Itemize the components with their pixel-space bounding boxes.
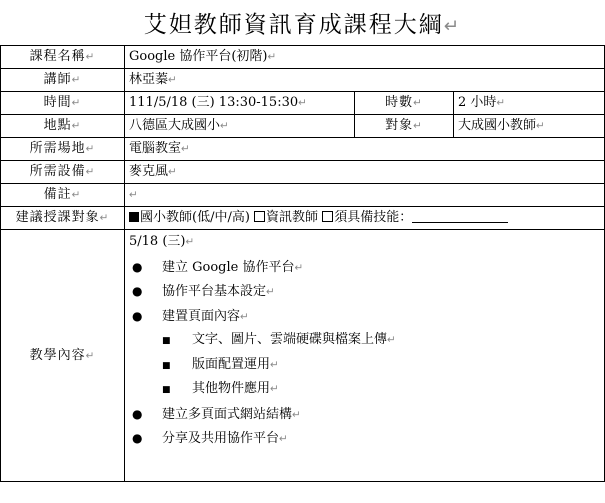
row-teaching-content [1, 230, 605, 482]
paragraph-mark-icon: ↵ [413, 97, 423, 109]
document-title: 艾妲教師資訊育成課程大綱↵ [143, 12, 462, 38]
paragraph-mark-icon: ↵ [267, 51, 277, 63]
paragraph-mark-icon: ↵ [298, 97, 307, 109]
bullet-square-icon: ■ [162, 385, 171, 395]
list-subitem: ■ 版面配置運用↵ [129, 353, 600, 378]
paragraph-mark-icon: ↵ [387, 334, 396, 346]
paragraph-mark-icon: ↵ [71, 97, 82, 109]
equipment-value[interactable]: 麥克風↵ [125, 161, 605, 184]
bullet-circle-icon: ● [132, 406, 143, 421]
checkbox-empty-icon[interactable] [322, 211, 333, 222]
course-outline-table [0, 45, 605, 482]
row-location [1, 115, 605, 138]
paragraph-mark-icon: ↵ [292, 408, 301, 421]
bullet-circle-icon: ● [132, 259, 143, 274]
teaching-content-label: 教學內容↵ [1, 230, 125, 482]
paragraph-mark-icon: ↵ [220, 120, 229, 132]
bullet-circle-icon: ● [132, 308, 143, 323]
hours-value[interactable]: 2 小時↵ [454, 92, 605, 115]
teaching-content-body [125, 230, 605, 482]
row-venue [1, 138, 605, 161]
location-label: 地點↵ [1, 115, 125, 138]
instructor-value[interactable]: 林亞蓁↵ [125, 69, 605, 92]
checkbox-checked-icon[interactable] [129, 212, 139, 222]
course-name-label: 課程名稱↵ [1, 46, 125, 69]
equipment-label: 所需設備↵ [1, 161, 125, 184]
paragraph-mark-icon: ↵ [71, 74, 82, 86]
paragraph-mark-icon: ↵ [279, 433, 288, 445]
paragraph-mark-icon: ↵ [181, 143, 190, 155]
instructor-label: 講師↵ [1, 69, 125, 92]
paragraph-mark-icon: ↵ [443, 16, 462, 37]
notes-value[interactable] [125, 184, 605, 207]
hours-label: 時數↵ [355, 92, 454, 115]
option-required-skills[interactable]: 須具備技能： [322, 210, 412, 225]
content-date: 5/18 (三)↵ [129, 234, 195, 249]
paragraph-mark-icon: ↵ [85, 166, 96, 178]
row-equipment [1, 161, 605, 184]
paragraph-mark-icon: ↵ [240, 310, 249, 323]
list-item: ● 協作平台基本設定↵ [129, 279, 600, 304]
time-label: 時間↵ [1, 92, 125, 115]
row-time [1, 92, 605, 115]
paragraph-mark-icon: ↵ [99, 212, 110, 224]
paragraph-mark-icon: ↵ [185, 236, 195, 248]
paragraph-mark-icon: ↵ [85, 143, 96, 155]
option-elementary-teacher[interactable]: 國小教師(低/中/高) [129, 210, 250, 225]
list-item: ● 建置頁面內容↵ [129, 304, 600, 329]
venue-value[interactable]: 電腦教室↵ [125, 138, 605, 161]
audience-value[interactable]: 大成國小教師↵ [454, 115, 605, 138]
bullet-circle-icon: ● [132, 431, 143, 445]
list-item: ● 建立 Google 協作平台↵ [129, 255, 600, 280]
venue-label: 所需場地↵ [1, 138, 125, 161]
paragraph-mark-icon: ↵ [71, 120, 82, 132]
paragraph-mark-icon: ↵ [270, 358, 279, 371]
row-course-name [1, 46, 605, 69]
paragraph-mark-icon: ↵ [168, 74, 177, 86]
paragraph-mark-icon: ↵ [71, 189, 82, 201]
target-audience-label: 建議授課對象↵ [1, 207, 125, 230]
row-notes [1, 184, 605, 207]
paragraph-mark-icon: ↵ [129, 189, 138, 201]
paragraph-mark-icon: ↵ [85, 349, 96, 362]
list-item: ● 分享及共用協作平台↵ [129, 426, 600, 451]
course-name-value[interactable]: Google 協作平台(初階)↵ [125, 46, 605, 69]
list-item: ● 建立多頁面式網站結構↵ [129, 402, 600, 427]
list-subitem: ■ 其他物件應用↵ [129, 377, 600, 402]
paragraph-mark-icon: ↵ [413, 120, 423, 132]
location-value[interactable]: 八德區大成國小↵ [125, 115, 355, 138]
list-subitem: ■ 文字、圖片、雲端硬碟與檔案上傳↵ [129, 328, 600, 353]
paragraph-mark-icon: ↵ [85, 51, 96, 63]
paragraph-mark-icon: ↵ [270, 383, 279, 395]
row-target-audience [1, 207, 605, 230]
checkbox-empty-icon[interactable] [254, 211, 265, 222]
bullet-circle-icon: ● [132, 284, 143, 298]
notes-label: 備註↵ [1, 184, 125, 207]
paragraph-mark-icon: ↵ [294, 261, 304, 274]
bullet-square-icon: ■ [162, 336, 171, 346]
paragraph-mark-icon: ↵ [536, 120, 545, 132]
time-value[interactable]: 111/5/18 (三) 13:30-15:30↵ [125, 92, 355, 115]
paragraph-mark-icon: ↵ [496, 97, 506, 109]
option-it-teacher[interactable]: 資訊教師 [254, 210, 318, 225]
paragraph-mark-icon: ↵ [168, 166, 177, 178]
paragraph-mark-icon: ↵ [266, 286, 275, 298]
skills-blank-line[interactable] [412, 210, 508, 223]
bullet-square-icon: ■ [162, 360, 171, 371]
target-audience-options [125, 207, 605, 230]
audience-label: 對象↵ [355, 115, 454, 138]
row-instructor [1, 69, 605, 92]
